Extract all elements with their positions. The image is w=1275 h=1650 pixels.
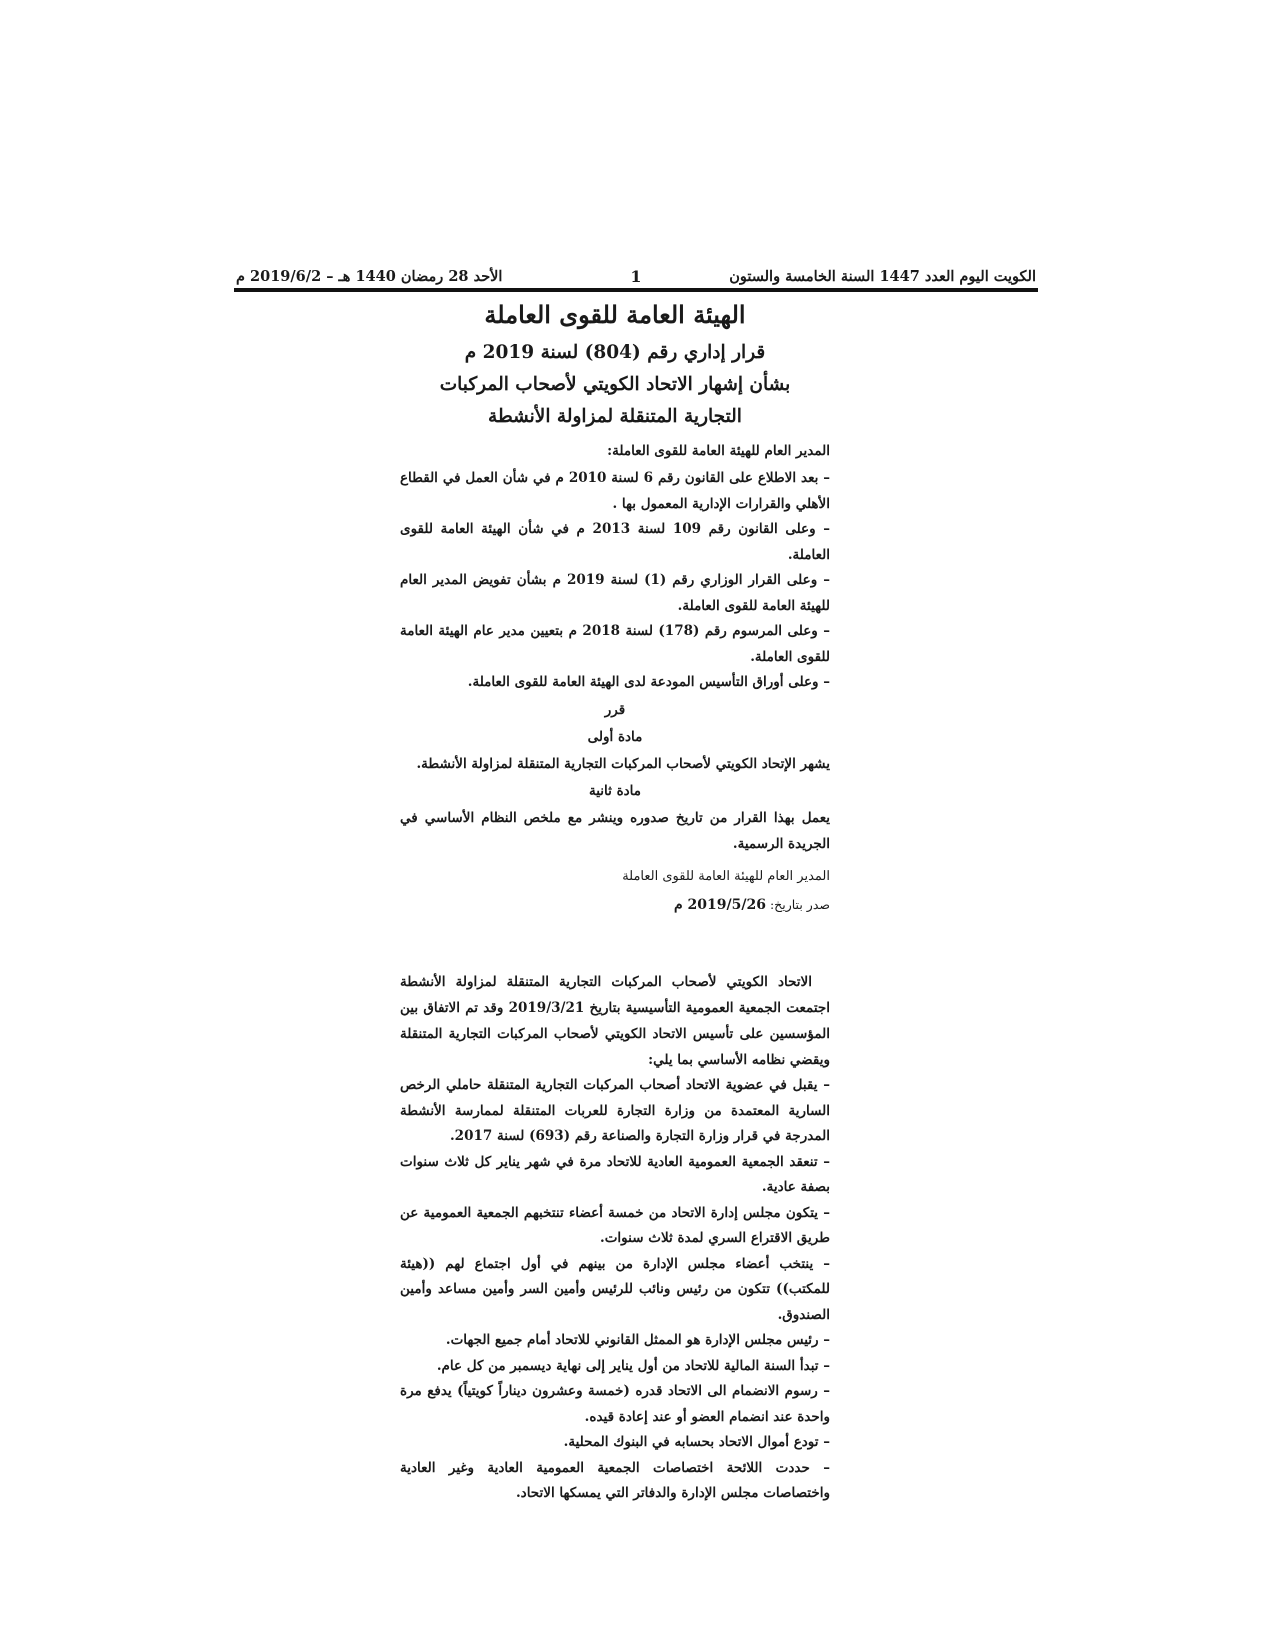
page-number: 1 — [630, 266, 642, 286]
signature-line: المدير العام للهيئة العامة للقوى العاملة — [622, 869, 830, 884]
bylaw-item: – تودع أموال الاتحاد بحسابه في البنوك المحلية. — [563, 1434, 830, 1450]
decision-title: قرار إداري رقم (804) لسنة 2019 م — [464, 342, 766, 363]
bylaw-item: – يقبل في عضوية الاتحاد أصحاب المركبات التجارية المتنقلة حاملي الرخص السارية المعتمدة من وزارة التجارة للعربات المتنقلة لممارسة الأنشطة المدرجة في قرار وزارة التجارة والصناعة رقم (693) لسنة 2017. — [400, 1077, 830, 1144]
recital: – وعلى القرار الوزاري رقم (1) لسنة 2019 م بشأن تفويض المدير العام للهيئة العامة للقوى العاملة. — [400, 572, 830, 614]
bylaw-item: – رسوم الانضمام الى الاتحاد قدره (خمسة وعشرون ديناراً كويتياً) يدفع مرة واحدة عند انضمام العضو أو عند إعادة قيده. — [400, 1383, 830, 1425]
bylaw-item: – يتكون مجلس إدارة الاتحاد من خمسة أعضاء تنتخبهم الجمعية العمومية عن طريق الاقتراع السري لمدة ثلاث سنوات. — [400, 1204, 830, 1246]
recital: – بعد الاطلاع على القانون رقم 6 لسنة 2010 م في شأن العمل في القطاع الأهلي والقرارات الإدارية المعمول بها . — [400, 470, 831, 512]
gazette-issue-info: الكويت اليوم العدد 1447 السنة الخامسة والستون — [729, 267, 1036, 285]
issued-date: 2019/5/26 م — [674, 897, 766, 913]
decision-subject-line-1: بشأن إشهار الاتحاد الكويتي لأصحاب المركبات — [439, 374, 791, 395]
gazette-date: الأحد 28 رمضان 1440 هـ – 2019/6/2 م — [236, 267, 503, 285]
bylaw-item: – رئيس مجلس الإدارة هو الممثل القانوني للاتحاد أمام جميع الجهات. — [445, 1332, 830, 1348]
bylaw-item: – تنعقد الجمعية العمومية العادية للاتحاد مرة في شهر يناير كل ثلاث سنوات بصفة عادية. — [400, 1153, 830, 1195]
article-2-heading: مادة ثانية — [588, 783, 642, 799]
bylaw-item: – حددت اللائحة اختصاصات الجمعية العمومية العادية وغير العادية واختصاصات مجلس الإدارة والدفاتر التي يمسكها الاتحاد. — [400, 1459, 830, 1501]
union-bylaws-summary — [400, 969, 830, 1507]
issuer-line: المدير العام للهيئة العامة للقوى العاملة: — [607, 443, 830, 459]
decision-subject-line-2: التجارية المتنقلة لمزاولة الأنشطة — [488, 406, 742, 427]
header-divider — [234, 288, 1038, 292]
article-1-heading: مادة أولى — [587, 728, 643, 745]
article-2-text: يعمل بهذا القرار من تاريخ صدوره وينشر مع ملخص النظام الأساسي في الجريدة الرسمية. — [400, 810, 830, 852]
union-intro: الاتحاد الكويتي لأصحاب المركبات التجارية المتنقلة لمزاولة الأنشطة اجتمعت الجمعية العمومية التأسيسية بتاريخ 2019/3/21 وقد تم الاتفاق بين المؤسسين على تأسيس الاتحاد الكويتي لأصحاب المركبات التجارية المتنقلة ويقضي نظامه الأساسي بما يلي: — [400, 974, 830, 1068]
bylaw-item: – تبدأ السنة المالية للاتحاد من أول يناير إلى نهاية ديسمبر من كل عام. — [436, 1357, 830, 1374]
decided-heading: قرر — [604, 701, 626, 718]
article-1-text: يشهر الإتحاد الكويتي لأصحاب المركبات التجارية المتنقلة لمزاولة الأنشطة. — [416, 755, 830, 772]
recital: – وعلى القانون رقم 109 لسنة 2013 م في شأن الهيئة العامة للقوى العاملة. — [400, 521, 830, 563]
gazette-header — [236, 262, 1036, 290]
bylaw-item: – ينتخب أعضاء مجلس الإدارة من بينهم في أول اجتماع لهم ((هيئة للمكتب)) تتكون من رئيس ونائب للرئيس وأمين السر وأمين مساعد وأمين الصندوق. — [400, 1255, 830, 1323]
recital: – وعلى أوراق التأسيس المودعة لدى الهيئة العامة للقوى العاملة. — [467, 674, 830, 690]
authority-title: الهيئة العامة للقوى العاملة — [484, 300, 746, 329]
article-body — [400, 296, 830, 1507]
issued-label: صدر بتاريخ: — [769, 897, 830, 912]
issued-date-line — [400, 893, 830, 917]
recital: – وعلى المرسوم رقم (178) لسنة 2018 م بتعيين مدير عام الهيئة العامة للقوى العاملة. — [400, 623, 831, 665]
